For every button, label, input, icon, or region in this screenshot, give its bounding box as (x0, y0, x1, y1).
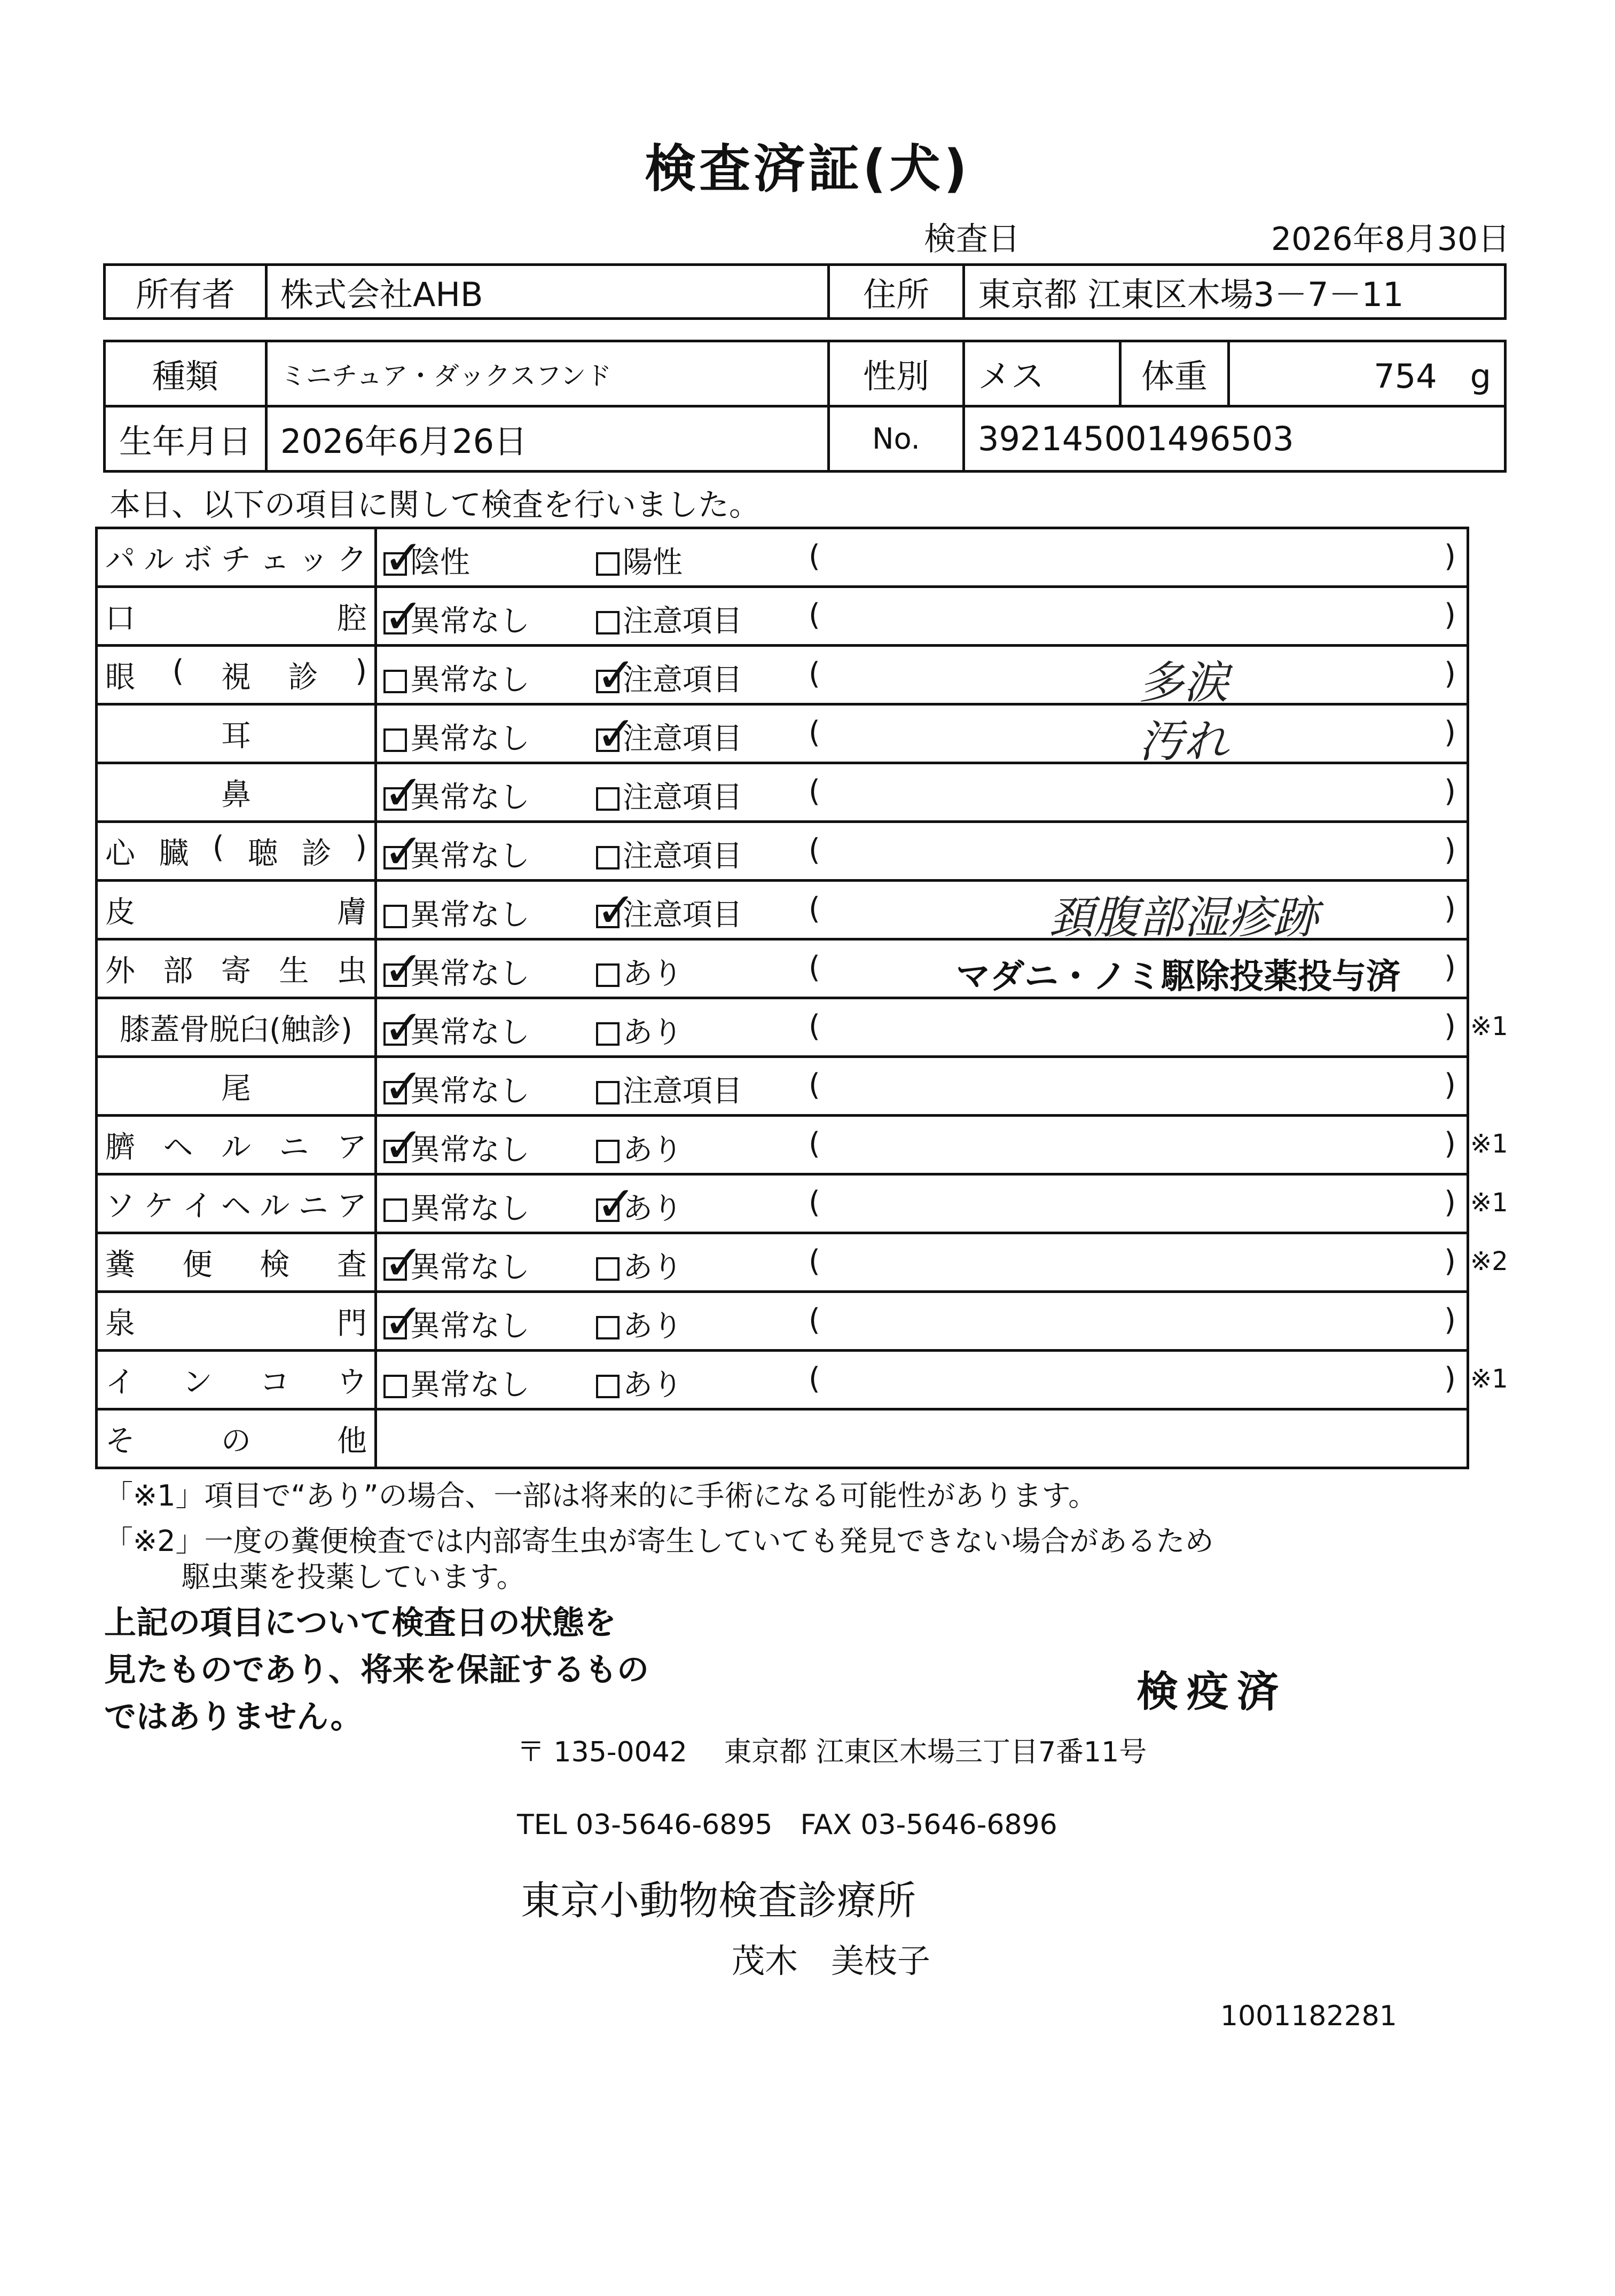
check-label-char: ) (355, 653, 367, 688)
check-label-char: ニ (279, 1130, 309, 1165)
check-label-char: ソ (105, 1188, 135, 1224)
check-row (97, 1116, 1468, 1174)
footnote-mark: ※1 (1470, 1364, 1508, 1394)
birth-value: 2026年6月26日 (266, 406, 829, 472)
check-label-char: 臓 (159, 836, 189, 871)
check-body (376, 1351, 1468, 1409)
paren-close: ) (1444, 1244, 1456, 1279)
clinic-name: 東京小動物検査診療所 (521, 1878, 916, 1924)
owner-value: 株式会社AHB (266, 265, 829, 319)
checkbox[interactable] (596, 1198, 620, 1222)
option-label: 異常なし (410, 1368, 530, 1402)
check-row (97, 646, 1468, 704)
check-label-char: ン (182, 1365, 213, 1400)
check-label-char: 泉 (105, 1306, 135, 1341)
option-label: 異常なし (410, 839, 530, 874)
checkbox[interactable] (596, 670, 620, 693)
quarantine-stamp: 検疫済 (1136, 1668, 1288, 1716)
check-label-char: ケ (144, 1188, 174, 1224)
check-label-char: 腔 (337, 601, 367, 636)
checkbox[interactable] (596, 905, 620, 928)
option-label: 異常なし (410, 1015, 530, 1050)
checkbox[interactable] (596, 1316, 620, 1339)
option-abnormal (596, 539, 683, 582)
option-abnormal (596, 891, 742, 934)
paren-open: ( (809, 598, 820, 632)
paren-close: ) (1444, 891, 1456, 926)
disclaimer-line: 見たものであり、将来を保証するもの (104, 1651, 649, 1689)
option-normal (383, 1361, 530, 1404)
checkbox[interactable] (383, 670, 407, 693)
paren-close: ) (1444, 598, 1456, 632)
owner-table (103, 263, 1507, 320)
paren-open: ( (809, 1068, 820, 1102)
check-label-char: 鼻 (221, 777, 251, 812)
sex-label: 性別 (829, 341, 964, 406)
sex-value: メス (964, 341, 1120, 406)
check-body (376, 1409, 1468, 1468)
option-abnormal (596, 1185, 683, 1228)
check-label-char: 査 (336, 1247, 367, 1282)
checkbox[interactable] (383, 1375, 407, 1398)
check-row (97, 1057, 1468, 1116)
disclaimer-line: 上記の項目について検査日の状態を (104, 1604, 616, 1642)
check-body (376, 939, 1468, 998)
check-label-char: チ (221, 542, 251, 577)
check-label-char: 他 (337, 1423, 367, 1459)
address-label: 住所 (829, 265, 964, 319)
option-label: 注意項目 (623, 663, 742, 698)
option-abnormal (596, 598, 742, 640)
option-normal (383, 1185, 530, 1228)
paren-open: ( (809, 1009, 820, 1044)
check-body (376, 1233, 1468, 1292)
footnote-1: 「※1」項目で“あり”の場合、一部は将来的に手術になる可能性があります。 (104, 1479, 1097, 1513)
paren-open: ( (809, 833, 820, 867)
option-normal (383, 1303, 530, 1345)
check-body (376, 881, 1468, 944)
checkbox[interactable] (383, 1257, 407, 1281)
check-label-char: 膚 (337, 895, 367, 930)
check-note: 頚腹部湿疹跡 (1048, 891, 1318, 944)
checkbox[interactable] (383, 1198, 407, 1222)
paren-close: ) (1444, 774, 1456, 809)
paren-open: ( (809, 1303, 820, 1337)
option-label: 異常なし (410, 780, 530, 815)
check-label-char: ( (212, 829, 224, 865)
check-label (97, 998, 376, 1057)
checkbox[interactable] (383, 728, 407, 752)
checkbox[interactable] (596, 846, 620, 869)
checkbox[interactable] (383, 552, 407, 576)
check-label (97, 704, 376, 763)
check-label-char: 視 (221, 660, 251, 695)
option-normal (383, 656, 530, 699)
check-label-char: ル (144, 542, 174, 577)
checkbox[interactable] (383, 905, 407, 928)
check-label-char: ア (336, 1188, 367, 1224)
check-label-char: ( (172, 653, 184, 688)
check-body (376, 646, 1468, 709)
footnote-mark: ※1 (1470, 1129, 1508, 1159)
check-label-char: ア (337, 1130, 367, 1165)
option-label: 注意項目 (623, 722, 742, 756)
check-label-char: 尾 (221, 1071, 251, 1106)
paren-close: ) (1444, 1303, 1456, 1337)
checks-table (95, 527, 1469, 1469)
checkbox[interactable] (596, 963, 620, 987)
disclaimer (104, 1600, 649, 1741)
option-label: 陽性 (623, 545, 683, 580)
paren-close: ) (1444, 833, 1456, 867)
checkbox[interactable] (596, 1081, 620, 1104)
check-row (97, 1409, 1468, 1468)
check-note: 汚れ (1138, 715, 1228, 767)
option-label: 異常なし (410, 898, 530, 932)
checkbox[interactable] (383, 1140, 407, 1163)
check-label-char: 外 (105, 953, 135, 989)
check-row (97, 528, 1468, 587)
option-abnormal (596, 833, 742, 875)
paren-open: ( (809, 715, 820, 750)
check-body (376, 1292, 1468, 1351)
check-label-char: 部 (163, 953, 193, 989)
option-label: 異常なし (410, 1133, 530, 1167)
option-label: 注意項目 (623, 839, 742, 874)
check-note: 多涙 (1138, 656, 1228, 709)
footnote-mark: ※1 (1470, 1188, 1508, 1218)
option-normal (383, 1068, 530, 1110)
option-normal (383, 891, 530, 934)
check-label-char: ヘ (163, 1130, 193, 1165)
check-row (97, 1233, 1468, 1292)
check-label-char: ッ (298, 542, 328, 577)
option-normal (383, 715, 530, 758)
paren-open: ( (809, 1244, 820, 1279)
footnote-mark: ※2 (1470, 1247, 1508, 1276)
option-abnormal (596, 1361, 683, 1404)
check-label-char: 臍 (105, 1130, 135, 1165)
check-row (97, 763, 1468, 822)
option-label: あり (623, 1250, 683, 1285)
check-label-char: 聴 (248, 836, 278, 871)
weight-label: 体重 (1120, 341, 1229, 406)
check-row (97, 822, 1468, 881)
check-label (97, 587, 376, 646)
paren-close: ) (1444, 715, 1456, 750)
check-row (97, 1174, 1468, 1233)
paren-open: ( (809, 1185, 820, 1220)
paren-close: ) (1444, 950, 1456, 985)
check-label-char: イ (105, 1365, 135, 1400)
inspection-date-label: 検査日 (924, 221, 1020, 258)
option-label: 異常なし (410, 1074, 530, 1109)
check-label (97, 881, 376, 939)
option-normal (383, 1126, 530, 1169)
paren-open: ( (809, 656, 820, 691)
check-label-char: 虫 (337, 953, 367, 989)
option-abnormal (596, 1244, 683, 1287)
address-value: 東京都 江東区木場3－7－11 (964, 265, 1506, 319)
option-normal (383, 833, 530, 875)
dog-table (103, 340, 1507, 473)
option-label: 陰性 (410, 545, 470, 580)
option-label: 注意項目 (623, 604, 742, 639)
check-body (376, 704, 1468, 767)
birth-label: 生年月日 (105, 406, 266, 472)
check-label-char: 診 (288, 660, 318, 695)
clinic-address: 〒 135-0042 東京都 江東区木場三丁目7番11号 (517, 1736, 1147, 1768)
paren-open: ( (809, 950, 820, 985)
option-label: 異常なし (410, 663, 530, 698)
check-label-char: ) (355, 829, 367, 865)
check-label (97, 1116, 376, 1174)
check-label (97, 1057, 376, 1116)
option-normal (383, 774, 530, 817)
check-label-char: 眼 (105, 660, 135, 695)
check-label-char: 門 (337, 1306, 367, 1341)
check-label-char: ウ (336, 1365, 367, 1400)
check-label (97, 1174, 376, 1233)
option-label: あり (623, 1015, 683, 1050)
option-label: 異常なし (410, 1250, 530, 1285)
check-label-char: 心 (105, 836, 135, 871)
option-abnormal (596, 1126, 683, 1169)
check-label-char: 口 (105, 601, 135, 636)
option-abnormal (596, 950, 683, 993)
check-label-char: ル (221, 1130, 251, 1165)
checkbox[interactable] (383, 846, 407, 869)
check-row (97, 939, 1468, 998)
checkbox[interactable] (383, 1316, 407, 1339)
option-label: 注意項目 (623, 780, 742, 815)
check-label-char: パ (105, 542, 135, 577)
paren-open: ( (809, 1126, 820, 1161)
owner-label: 所有者 (105, 265, 266, 319)
paren-close: ) (1444, 656, 1456, 691)
check-body (376, 587, 1468, 646)
check-label-char: コ (260, 1365, 290, 1400)
paren-close: ) (1444, 539, 1456, 574)
check-label (97, 1292, 376, 1351)
option-normal (383, 1244, 530, 1287)
checkbox[interactable] (596, 787, 620, 811)
option-label: あり (623, 1368, 683, 1402)
checkbox[interactable] (596, 611, 620, 634)
option-abnormal (596, 656, 742, 699)
breed-label: 種類 (105, 341, 266, 406)
check-label-char: ボ (182, 542, 213, 577)
check-label (97, 939, 376, 998)
checkbox[interactable] (383, 963, 407, 987)
footnote-2: 「※2」一度の糞便検査では内部寄生虫が寄生していても発見できない場合があるため (104, 1524, 1214, 1558)
checkbox[interactable] (596, 1022, 620, 1046)
check-label-char: ヘ (221, 1188, 251, 1224)
option-label: 異常なし (410, 957, 530, 991)
checkbox[interactable] (596, 728, 620, 752)
check-label-char: イ (182, 1188, 213, 1224)
paren-close: ) (1444, 1068, 1456, 1102)
check-label (97, 646, 376, 704)
clinic-phone-fax: TEL 03-5646-6895 FAX 03-5646-6896 (517, 1809, 1057, 1841)
check-label (97, 528, 376, 587)
checkbox[interactable] (596, 1375, 620, 1398)
option-abnormal (596, 1009, 683, 1052)
checkbox[interactable] (383, 1081, 407, 1104)
option-normal (383, 598, 530, 640)
serial-number: 1001182281 (1220, 2000, 1397, 2032)
paren-open: ( (809, 891, 820, 926)
check-body (376, 822, 1468, 881)
option-label: あり (623, 1309, 683, 1344)
check-label-char: 寄 (221, 953, 251, 989)
check-label-char: 検 (260, 1247, 290, 1282)
paren-close: ) (1444, 1009, 1456, 1044)
checkbox[interactable] (596, 1257, 620, 1281)
check-label-char: 皮 (105, 895, 135, 930)
option-abnormal (596, 1068, 742, 1110)
check-body (376, 998, 1468, 1057)
check-label (97, 1233, 376, 1292)
option-normal (383, 1009, 530, 1052)
check-label-char: 糞 (105, 1247, 135, 1282)
check-row (97, 587, 1468, 646)
disclaimer-line: ではありません。 (104, 1698, 363, 1736)
paren-close: ) (1444, 1361, 1456, 1396)
check-label-char: の (221, 1423, 251, 1459)
check-body (376, 1116, 1468, 1174)
option-normal (383, 539, 470, 582)
check-label-char: 膝蓋骨脱臼(触診) (120, 1012, 352, 1047)
option-label: 異常なし (410, 604, 530, 639)
paren-close: ) (1444, 1185, 1456, 1220)
footnote-2-continued: 駆虫薬を投薬しています。 (182, 1560, 526, 1594)
check-body (376, 1057, 1468, 1116)
option-abnormal (596, 715, 742, 758)
no-value: 392145001496503 (964, 406, 1506, 472)
check-row (97, 881, 1468, 939)
document-title: 検査済証(犬) (645, 139, 970, 199)
checkbox[interactable] (383, 1022, 407, 1046)
paren-open: ( (809, 774, 820, 809)
check-label (97, 763, 376, 822)
checkbox[interactable] (383, 787, 407, 811)
check-row (97, 998, 1468, 1057)
breed-value: ミニチュア・ダックスフンド (266, 341, 829, 406)
weight-value: 754 g (1229, 341, 1506, 406)
check-label (97, 822, 376, 881)
check-label-char: ニ (298, 1188, 328, 1224)
checkbox[interactable] (383, 611, 407, 634)
check-label-char: ク (336, 542, 367, 577)
check-label (97, 1409, 376, 1468)
option-label: 注意項目 (623, 1074, 742, 1109)
option-label: 注意項目 (623, 898, 742, 932)
paren-close: ) (1444, 1126, 1456, 1161)
check-note: マダニ・ノミ駆除投薬投与済 (956, 957, 1400, 997)
checkbox[interactable] (596, 552, 620, 576)
footnote-mark: ※1 (1470, 1012, 1508, 1041)
intro-text: 本日、以下の項目に関して検査を行いました。 (109, 487, 761, 523)
check-label-char: そ (105, 1423, 135, 1459)
option-normal (383, 950, 530, 993)
inspection-date: 2026年8月30日 (1271, 221, 1510, 258)
check-label-char: ェ (260, 542, 290, 577)
check-label-char: 生 (279, 953, 309, 989)
check-row (97, 704, 1468, 763)
option-label: 異常なし (410, 1192, 530, 1226)
check-label-char: 診 (301, 836, 332, 871)
option-label: あり (623, 957, 683, 991)
option-label: あり (623, 1192, 683, 1226)
no-label: No. (829, 406, 964, 472)
check-body (376, 763, 1468, 822)
option-label: あり (623, 1133, 683, 1167)
option-label: 異常なし (410, 722, 530, 756)
check-row (97, 1292, 1468, 1351)
paren-open: ( (809, 539, 820, 574)
check-body (376, 1174, 1468, 1233)
check-row (97, 1351, 1468, 1409)
paren-open: ( (809, 1361, 820, 1396)
check-label (97, 1351, 376, 1409)
check-label-char: ル (260, 1188, 290, 1224)
option-label: 異常なし (410, 1309, 530, 1344)
doctor-name: 茂木 美枝子 (732, 1941, 931, 1980)
check-label-char: 便 (182, 1247, 213, 1282)
check-body (376, 528, 1468, 587)
check-label-char: 耳 (221, 718, 251, 754)
option-abnormal (596, 774, 742, 817)
option-abnormal (596, 1303, 683, 1345)
checkbox[interactable] (596, 1140, 620, 1163)
